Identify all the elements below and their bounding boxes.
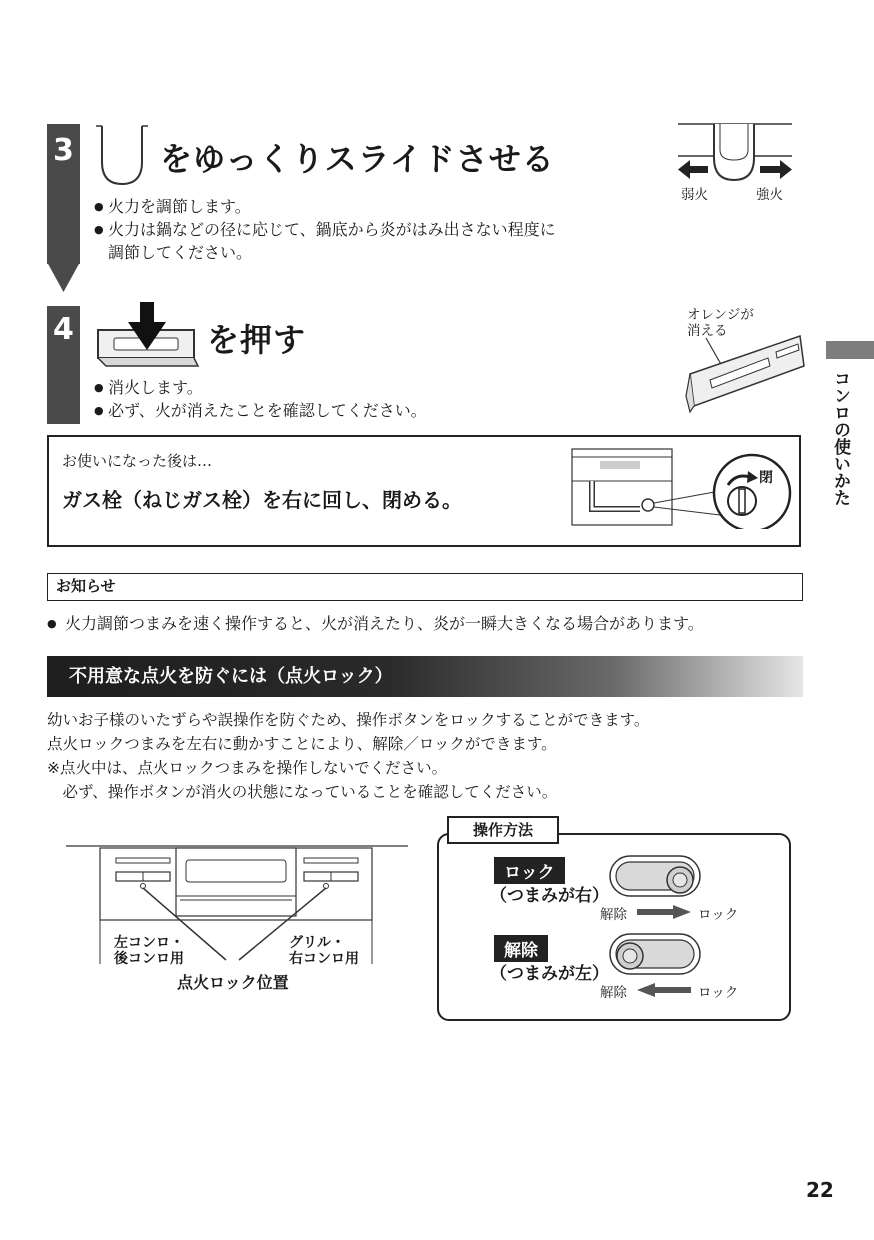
control-panel-figure — [682, 326, 806, 416]
lock-switch-left-icon — [608, 932, 702, 976]
lock-desc-line: 必ず、操作ボタンが消火の状態になっていることを確認してください。 — [47, 783, 558, 801]
release-label: 解除 — [600, 907, 627, 923]
lock-label: ロック — [698, 985, 739, 1001]
lock-label: ロック — [698, 907, 739, 923]
lock-tag: ロック — [494, 857, 565, 884]
step3-bullet-cont: 調節してください。 — [108, 243, 253, 262]
side-tab-label: コンロの使いかた — [830, 370, 850, 506]
step3-number: 3 — [53, 133, 74, 168]
step4-bullet: ● 必ず、火が消えたことを確認してください。 — [94, 399, 427, 422]
step4-number: 4 — [53, 312, 74, 347]
notice-bullets — [47, 612, 704, 635]
right-burner-label-2: 右コンロ用 — [289, 951, 359, 967]
step3-heading: をゆっくりスライドさせる — [160, 140, 555, 178]
step4-bullets — [94, 376, 427, 422]
lock-section-banner: 不用意な点火を防ぐには（点火ロック） — [47, 656, 803, 697]
lock-desc-line: 幼いお子様のいたずらや誤操作を防ぐため、操作ボタンをロックすることができます。 — [47, 711, 650, 729]
step3-bullet: ● 火力は鍋などの径に応じて、鍋底から炎がはみ出さない程度に — [94, 218, 556, 241]
arrow-left-icon — [637, 983, 691, 997]
after-use-instruction: ガス栓（ねじガス栓）を右に回し、閉める。 — [62, 488, 462, 512]
arrow-right-icon — [637, 905, 691, 919]
push-button-icon — [94, 300, 200, 370]
step3-arrow — [47, 262, 80, 292]
step3-bullet: ● 火力を調節します。 — [94, 195, 556, 218]
strong-fire-label: 強火 — [756, 187, 783, 203]
page-number: 22 — [806, 1178, 834, 1202]
slider-knob-icon — [92, 122, 152, 188]
heat-slider-figure — [676, 120, 794, 190]
operation-title: 操作方法 — [447, 816, 559, 844]
unlock-sub: （つまみが左） — [490, 964, 609, 984]
lock-sub: （つまみが右） — [490, 886, 609, 906]
weak-fire-label: 弱火 — [681, 187, 708, 203]
step3-bullets — [94, 195, 556, 241]
orange-label-1: オレンジが — [687, 307, 754, 323]
gas-valve-figure — [570, 445, 796, 529]
unlock-tag: 解除 — [494, 935, 548, 962]
close-label: 閉 — [759, 470, 773, 486]
lock-switch-right-icon — [608, 854, 702, 898]
notice-text: ● 火力調節つまみを速く操作すると、火が消えたり、炎が一瞬大きくなる場合があります。 — [47, 612, 704, 635]
side-tab-marker — [826, 341, 874, 359]
step4-bullet: ● 消火します。 — [94, 376, 427, 399]
lock-desc-line: 点火ロックつまみを左右に動かすことにより、解除／ロックができます。 — [47, 735, 557, 753]
notice-title: お知らせ — [47, 573, 803, 601]
right-burner-label-1: グリル・ — [289, 935, 345, 951]
after-use-intro: お使いになった後は… — [62, 452, 213, 470]
left-burner-label-1: 左コンロ・ — [114, 935, 184, 951]
lock-desc-line: ※点火中は、点火ロックつまみを操作しないでください。 — [47, 759, 448, 777]
step4-heading: を押す — [207, 321, 307, 359]
orange-label-2: 消える — [687, 323, 728, 339]
release-label: 解除 — [600, 985, 627, 1001]
left-burner-label-2: 後コンロ用 — [114, 951, 184, 967]
lock-position-label: 点火ロック位置 — [177, 973, 289, 992]
